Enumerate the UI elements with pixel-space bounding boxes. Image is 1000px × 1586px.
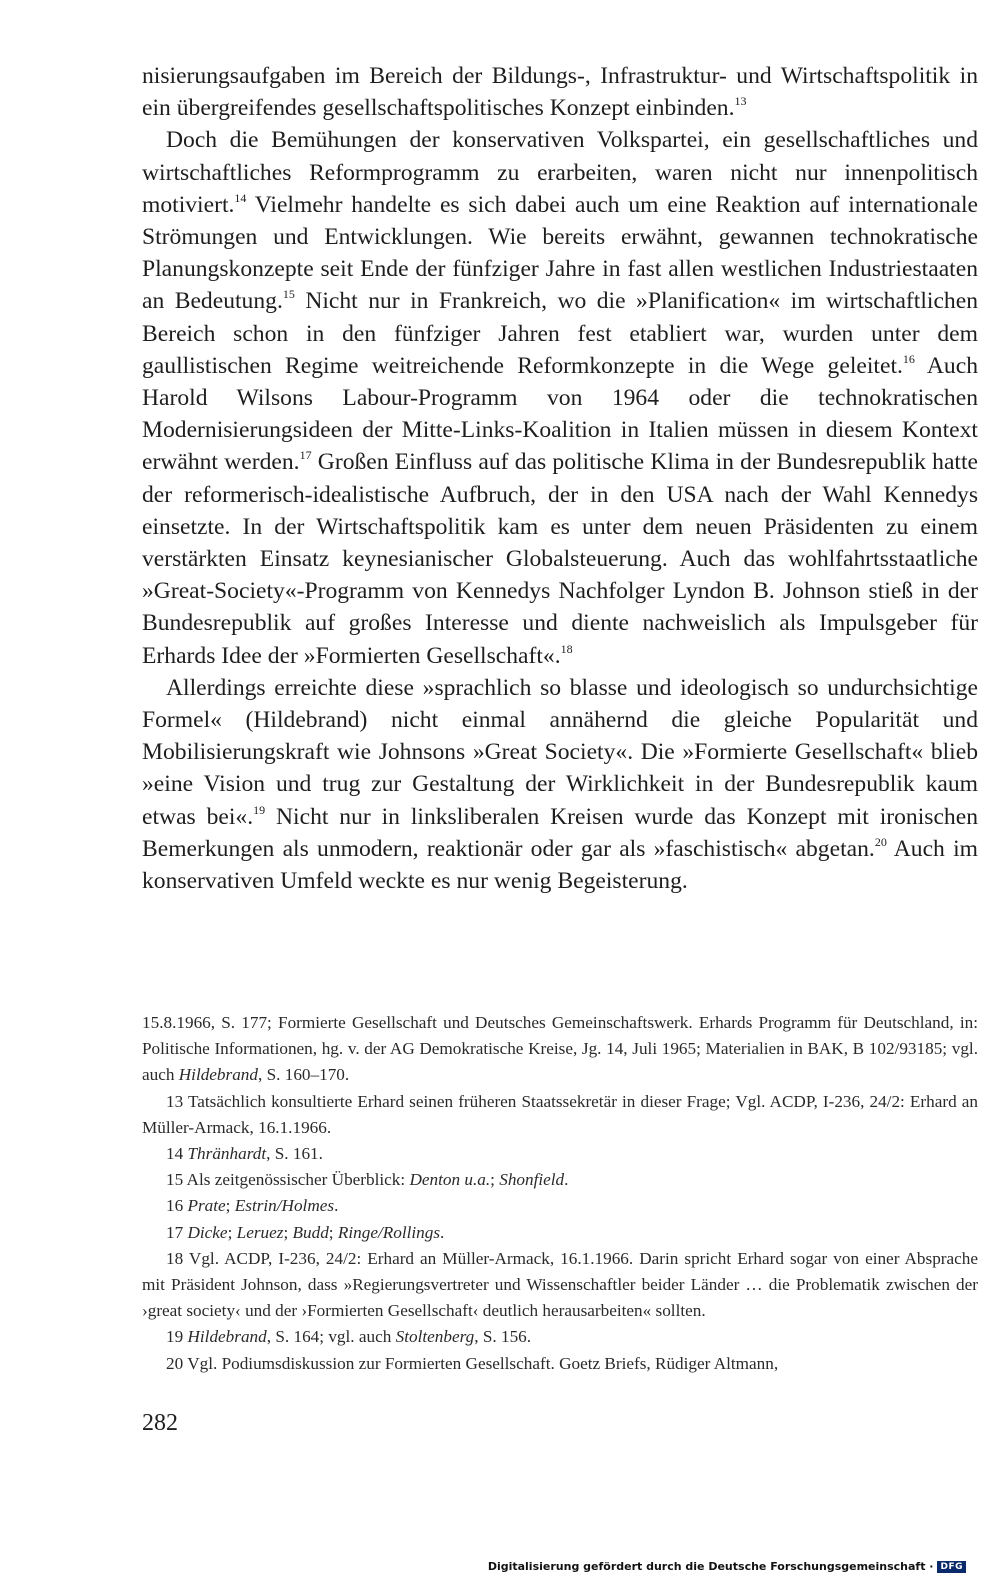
text-run: Auch im konservativen Umfeld weckte es nur wenig Begeisterung. — [142, 835, 978, 895]
footnote — [142, 1193, 978, 1219]
body-paragraph — [142, 60, 978, 124]
text-run: 15.8.1966, S. 177; Formierte Gesellschaft und Deutsches Gemeinschaftswerk. Erhards Programm für Deutschland, in: Politische Informationen, hg. v. der AG Demokratische Kreise, Jg. 14, Juli 1965; Materialien in BAK, B 102/93185; vgl. auch — [142, 1013, 978, 1085]
footnote — [142, 1010, 978, 1089]
footnote-marker: 13 — [734, 94, 747, 109]
footnote-marker: 14 — [234, 190, 247, 205]
text-run: Doch die Bemühungen der konservativen Volkspartei, ein gesellschaftliches und wirtschaftliches Reformprogramm zu erarbeiten, waren nicht nur innenpolitisch motiviert. — [142, 127, 978, 218]
footnote-number: 17 — [166, 1222, 188, 1242]
cited-author: Ringe/Rollings — [337, 1222, 441, 1242]
cited-author: Thränhardt — [187, 1144, 267, 1164]
cited-author: Hildebrand — [187, 1327, 267, 1347]
text-run: Vielmehr handelte es sich dabei auch um eine Reaktion auf internationale Strömungen und Entwicklungen. Wie bereits erwähnt, gewannen technokratische Planungskonzepte seit Ende der fünfziger Jahre in fast allen westlichen Industriestaaten an Bedeutung. — [142, 191, 978, 315]
dfg-logo-icon: DFG — [937, 1561, 966, 1573]
text-run: ; — [328, 1222, 338, 1242]
footnote-marker: 17 — [299, 448, 312, 463]
cited-author: Stoltenberg — [395, 1327, 475, 1347]
footnote-marker: 15 — [282, 287, 295, 302]
text-run: . — [440, 1222, 445, 1242]
footnote-number: 13 — [166, 1091, 188, 1111]
body-paragraph — [142, 672, 978, 897]
text-run: ; — [225, 1196, 235, 1216]
footnote — [142, 1167, 978, 1193]
text-run: , S. 161. — [266, 1144, 323, 1164]
footnote-number: 14 — [166, 1144, 188, 1164]
footnote-marker: 18 — [560, 641, 573, 656]
footnotes — [142, 1010, 978, 1377]
text-run: Großen Einfluss auf das politische Klima in der Bundesrepublik hatte der reformerisch-idealistische Aufbruch, der in den USA nach der Wahl Kennedys einsetzte. In der Wirtschaftspolitik kam es unter dem neuen Präsidenten zu einem verstärkten Einsatz keynesianischer Globalsteuerung. Auch das wohlfahrtsstaatliche »Great-Society«-Programm von Kennedys Nachfolger Lyndon B. Johnson stieß in der Bundesrepublik auf großes Interesse und diente nachweislich als Impulsgeber für Erhards Idee der »Formierten Gesellschaft«. — [142, 449, 979, 669]
footnote-number: 19 — [166, 1327, 188, 1347]
footnote-marker: 16 — [902, 351, 915, 366]
body-paragraph — [142, 124, 978, 671]
footnote-number: 20 — [166, 1353, 188, 1373]
text-run: Als zeitgenössischer Überblick: — [186, 1170, 410, 1190]
text-run: ; — [283, 1222, 293, 1242]
cited-author: Budd — [292, 1222, 329, 1242]
text-run: . — [564, 1170, 569, 1190]
footnote — [142, 1141, 978, 1167]
footnote-number: 16 — [166, 1196, 188, 1216]
text-run: Allerdings erreichte diese »sprachlich so blasse und ideologisch so undurchsichtige Formel« (Hildebrand) nicht einmal annähernd die gleiche Popularität und Mobilisierungskraft wie Johnsons »Great Society«. Die »Formierte Gesellschaft« blieb »eine Vision und trug zur Gestaltung der Wirklichkeit in der Bundesrepublik kaum etwas bei«. — [142, 674, 978, 830]
text-run: Vgl. ACDP, I-236, 24/2: Erhard an Müller-Armack, 16.1.1966. Darin spricht Erhard sogar von einer Absprache mit Präsident Johnson, dass »Regierungsvertreter und Wissenschaftler beider Länder … die Problematik zwischen der ›great society‹ und der ›Formierten Gesellschaft‹ deutlich herausarbeiten« sollten. — [142, 1248, 978, 1321]
page-number: 282 — [142, 1410, 178, 1436]
credit-text: Digitalisierung gefördert durch die Deutsche Forschungsgemeinschaft · — [487, 1560, 934, 1573]
text-run: Auch Harold Wilsons Labour-Programm von 1964 oder die technokratischen Modernisierungsideen der Mitte-Links-Koalition in Italien müssen in diesem Kontext erwähnt werden. — [142, 352, 978, 476]
footnote-marker: 20 — [874, 834, 887, 849]
text-run: Vgl. Podiumsdiskussion zur Formierten Gesellschaft. Goetz Briefs, Rüdiger Altmann, — [187, 1353, 779, 1373]
footnote — [142, 1089, 978, 1141]
cited-author: Leruez — [236, 1222, 284, 1242]
text-run: Nicht nur in linksliberalen Kreisen wurde das Konzept mit ironischen Bemerkungen als unmodern, reaktionär oder gar als »faschistisch« abgetan. — [142, 803, 978, 862]
cited-author: Hildebrand — [178, 1065, 258, 1085]
cited-author: Denton u.a. — [409, 1170, 491, 1190]
text-run: , S. 160–170. — [258, 1065, 350, 1085]
footnote-number: 15 — [166, 1170, 187, 1190]
footnote — [142, 1246, 978, 1325]
footnote — [142, 1324, 978, 1350]
text-run: , S. 164; vgl. auch — [266, 1327, 396, 1347]
cited-author: Dicke — [187, 1222, 228, 1242]
footnote-number: 18 — [166, 1248, 189, 1268]
cited-author: Prate — [187, 1196, 226, 1216]
text-run: Nicht nur in Frankreich, wo die »Planification« im wirtschaftlichen Bereich schon in den fünfziger Jahren fest etabliert war, wurden unter dem gaullistischen Regime weitreichende Reformkonzepte in die Wege geleitet. — [142, 288, 978, 379]
text-run: Tatsächlich konsultierte Erhard seinen früheren Staatssekretär in dieser Frage; Vgl. ACDP, I-236, 24/2: Erhard an Müller-Armack, 16.1.1966. — [142, 1091, 978, 1137]
cited-author: Estrin/Holmes — [234, 1196, 335, 1216]
cited-author: Shonfield — [499, 1170, 565, 1190]
text-run: . — [334, 1196, 339, 1216]
text-run: , S. 156. — [474, 1327, 532, 1347]
main-text — [142, 60, 978, 897]
text-run: ; — [227, 1222, 237, 1242]
footnote — [142, 1351, 978, 1377]
footnote — [142, 1220, 978, 1246]
footnote-marker: 19 — [253, 802, 266, 817]
digitization-credit — [488, 1560, 966, 1573]
text-run: nisierungsaufgaben im Bereich der Bildungs-, Infrastruktur- und Wirtschaftspolitik in ein übergreifendes gesellschaftspolitisches Konzept einbinden. — [142, 63, 978, 122]
text-run: ; — [490, 1170, 500, 1190]
